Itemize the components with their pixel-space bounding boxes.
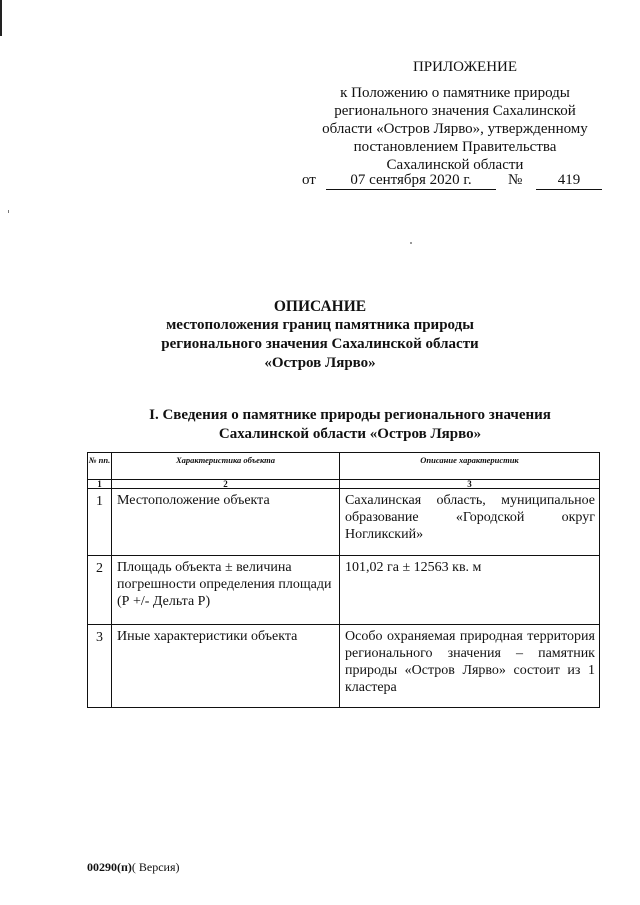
header-characteristic: Характеристика объекта	[112, 453, 340, 480]
decree-date: 07 сентября 2020 г.	[326, 171, 496, 190]
row-number: 3	[88, 625, 112, 708]
table-row	[88, 556, 600, 625]
row-characteristic: Иные характеристики объекта	[112, 625, 340, 708]
appendix-line: к Положению о памятнике природы	[340, 85, 570, 101]
column-number: 2	[112, 480, 340, 489]
table-row	[88, 625, 600, 708]
document-footer	[87, 860, 180, 875]
heading-line: местоположения границ памятника природы	[166, 317, 474, 333]
appendix-line: постановлением Правительства	[353, 139, 557, 155]
heading-title: ОПИСАНИЕ	[273, 298, 367, 315]
appendix-line: Сахалинской области	[386, 157, 524, 173]
appendix-title: ПРИЛОЖЕНИЕ	[412, 59, 518, 75]
scan-speck	[410, 242, 412, 244]
header-number: № пп.	[88, 453, 112, 480]
document-heading	[140, 297, 500, 373]
scan-speck	[8, 210, 9, 213]
heading-line: «Остров Лярво»	[264, 355, 376, 371]
column-number: 3	[340, 480, 600, 489]
document-code: 00290(п)	[87, 860, 132, 874]
section-line: Сахалинской области «Остров Лярво»	[218, 426, 482, 442]
section-line: I. Сведения о памятнике природы регионального значения	[149, 407, 551, 423]
row-number: 1	[88, 489, 112, 556]
appendix-block	[300, 58, 610, 174]
row-characteristic: Местоположение объекта	[112, 489, 340, 556]
row-description: Сахалинская область, муниципальное образование «Городской округ Ногликский»	[340, 489, 600, 556]
table-header-row	[88, 453, 600, 480]
appendix-line: регионального значения Сахалинской	[334, 103, 576, 119]
row-description: 101,02 га ± 12563 кв. м	[340, 556, 600, 625]
document-version: ( Версия)	[131, 860, 180, 874]
heading-line: регионального значения Сахалинской области	[161, 336, 479, 352]
date-prefix: от	[302, 172, 316, 188]
row-description: Особо охраняемая природная территория регионального значения – памятник природы «Остров Лярво» состоит из 1 кластера	[340, 625, 600, 708]
header-description: Описание характеристик	[340, 453, 600, 480]
column-number-row	[88, 480, 600, 489]
info-table	[87, 452, 600, 708]
table-row	[88, 489, 600, 556]
decree-number: 419	[536, 171, 602, 190]
row-characteristic: Площадь объекта ± величина погрешности определения площади (Р +/- Дельта Р)	[112, 556, 340, 625]
column-number: 1	[88, 480, 112, 489]
section-title	[120, 406, 580, 444]
appendix-line: области «Остров Лярво», утвержденному	[322, 121, 588, 137]
number-sign: №	[508, 172, 523, 188]
scan-edge-mark	[0, 0, 2, 36]
row-number: 2	[88, 556, 112, 625]
